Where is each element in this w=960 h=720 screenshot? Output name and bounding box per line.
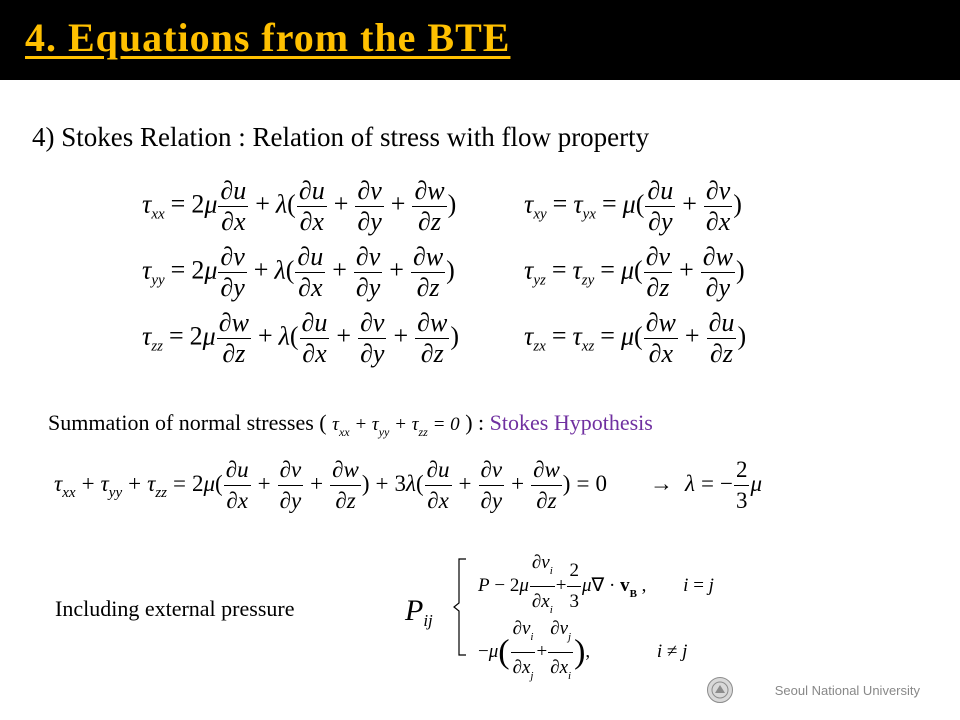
equation-summation: $\tau_{xx} + \tau_{yy} + \tau_{zz} = 2\mu$( $\frac{\partial u}{\partial x}$ + $\frac{\partial v}{\partial y}$ + $\frac{\partial w}{\partial z}$ ) + 3λ( $\frac{\partial u}{\partial x}$ + $\frac{\partial v}{\partial y}$ + $\frac{\partial w}{\partial z}$ ) = 0 [54, 457, 607, 513]
equation-tau-xy: $\tau_{xy} = \tau_{yx} = \mu$( $\frac{\partial u}{\partial y}$ + $\frac{\partial v}{\partial x}$ ) [524, 176, 742, 236]
title-bar [0, 0, 960, 80]
pressure-case-unequal: −μ( $\frac{\partial v_i}{\partial x_j}$ + $\frac{\partial v_j}{\partial x_i}$ ), i ≠ j [478, 614, 687, 691]
summation-prefix: Summation of normal stresses ( [48, 410, 327, 435]
summation-suffix: ) : [465, 410, 485, 435]
equation-tau-zz: $\tau_{zz} = 2\mu$ $\frac{\partial w}{\partial z}$ + λ( $\frac{\partial u}{\partial x}$ + $\frac{\partial v}{\partial y}$ + $\frac{\partial w}{\partial z}$ ) [142, 308, 460, 368]
summation-inline-equation: $\tau_{xx} + \tau_{yy} + \tau_{zz} = 0$ [332, 414, 460, 439]
left-brace-icon [453, 557, 467, 657]
slide-title: 4. Equations from the BTE [25, 15, 511, 60]
equation-tau-yz: $\tau_{yz} = \tau_{zy} = \mu$( $\frac{\partial v}{\partial z}$ + $\frac{\partial w}{\partial y}$ ) [524, 242, 745, 302]
university-seal-icon [706, 676, 734, 704]
university-name: Seoul National University [774, 683, 920, 698]
equation-tau-zx: $\tau_{zx} = \tau_{xz} = \mu$( $\frac{\partial w}{\partial x}$ + $\frac{\partial u}{\partial z}$ ) [524, 308, 747, 368]
section-heading: 4) Stokes Relation : Relation of stress with flow property [32, 122, 650, 152]
stokes-hypothesis-label: Stokes Hypothesis [489, 410, 653, 435]
summation-line [48, 410, 653, 440]
equation-lambda-result: → λ = − $\frac{2}{3}$ μ [650, 457, 762, 513]
equation-tau-yy: $\tau_{yy} = 2\mu$ $\frac{\partial v}{\partial y}$ + λ( $\frac{\partial u}{\partial x}$ + $\frac{\partial v}{\partial y}$ + $\frac{\partial w}{\partial z}$ ) [142, 242, 455, 302]
pressure-tensor-symbol: $P_{ij}$ [405, 594, 433, 630]
pressure-case-equal: P − 2μ $\frac{\partial v_i}{\partial x_i}$ + $\frac{2}{3}$ $\mu\nabla \cdot v_B$ , i = j [478, 548, 714, 625]
external-pressure-label: Including external pressure [55, 596, 295, 621]
equation-tau-xx: $\tau_{xx} = 2\mu$ $\frac{\partial u}{\partial x}$ + λ( $\frac{\partial u}{\partial x}$ + $\frac{\partial v}{\partial y}$ + $\frac{\partial w}{\partial z}$ ) [142, 176, 457, 236]
